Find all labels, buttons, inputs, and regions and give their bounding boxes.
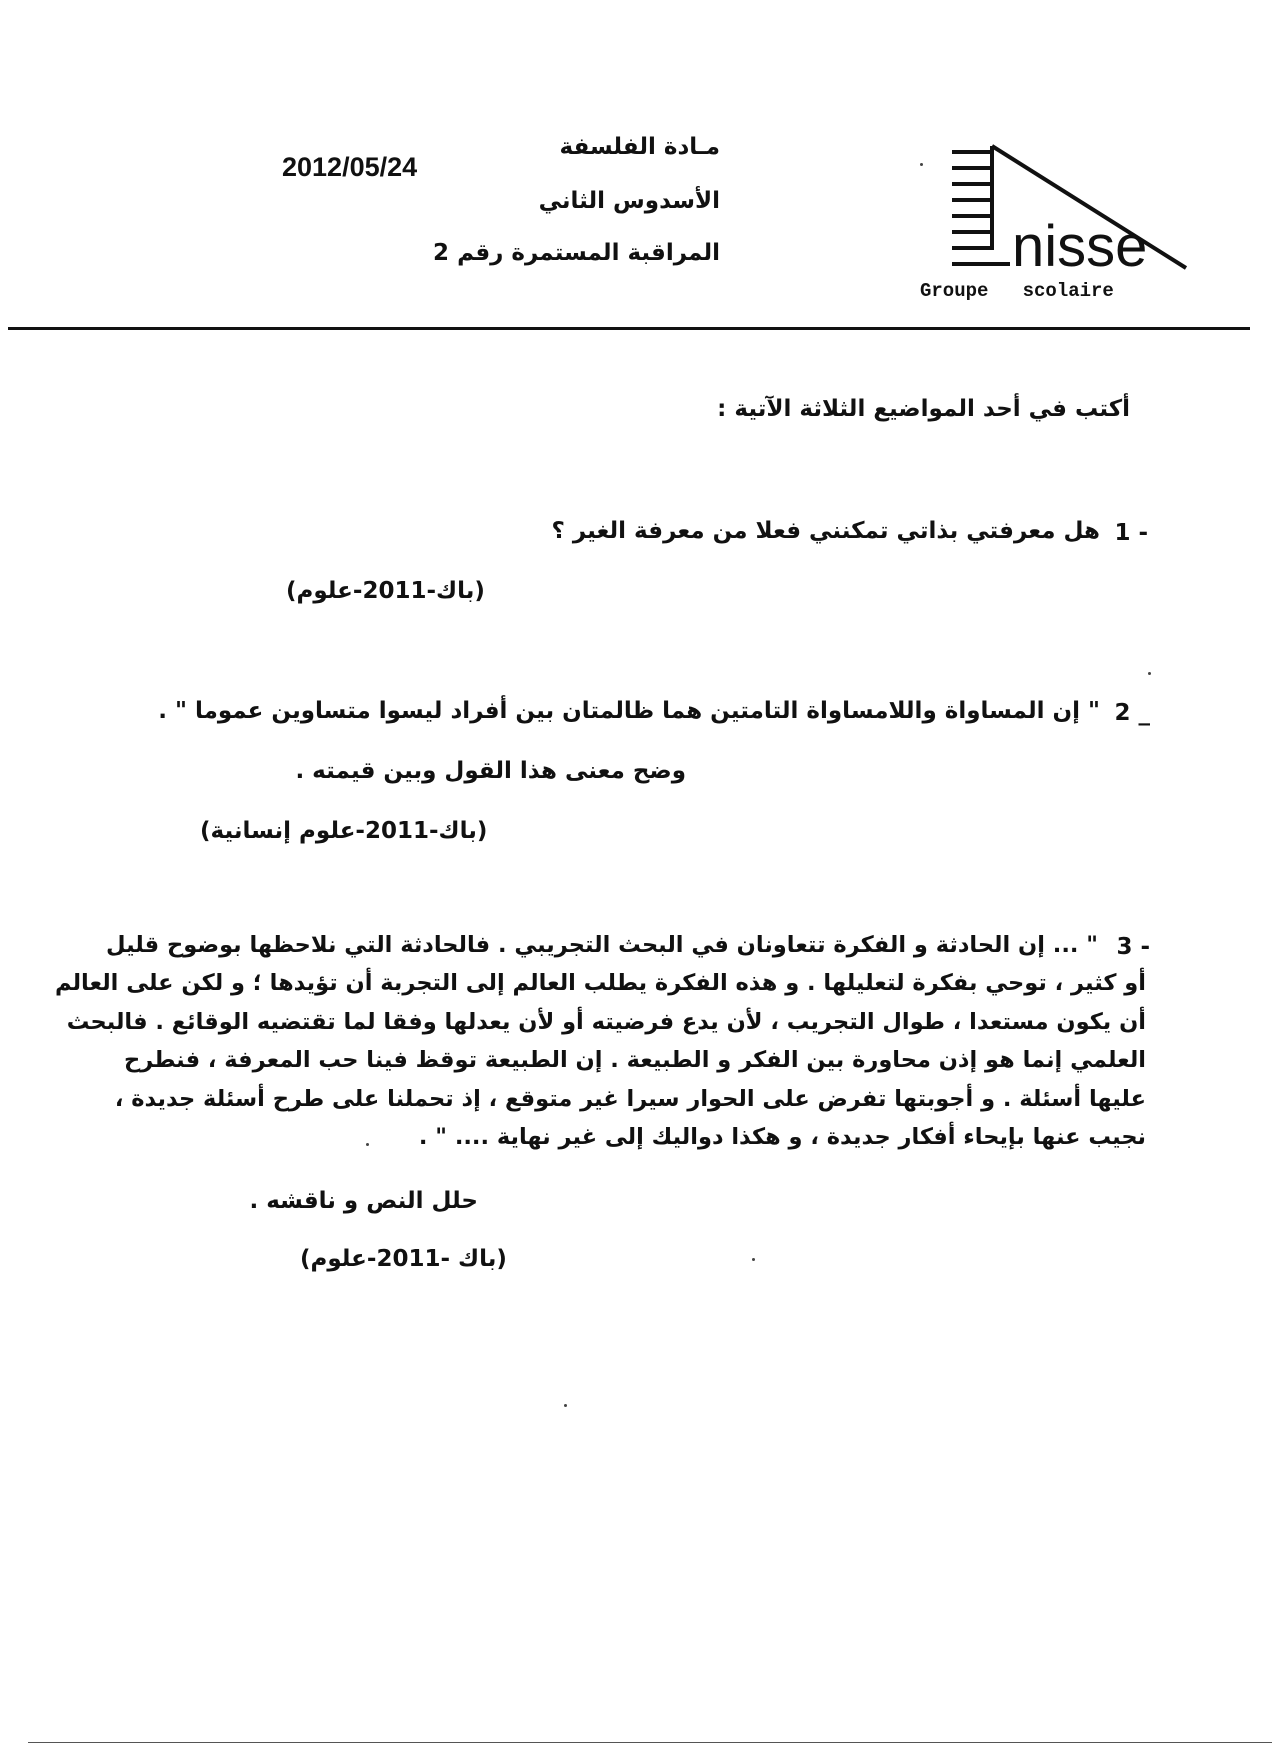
logo-graphic <box>918 138 1218 318</box>
topic-2-source: (باك-2011-علوم إنسانية) <box>200 818 488 844</box>
logo-bar <box>952 166 992 170</box>
topic-2-number: 2 _ <box>1114 700 1150 726</box>
semester-label: الأسدوس الثاني <box>538 188 720 214</box>
scan-speck <box>752 1258 755 1261</box>
topic-2-task: وضح معنى هذا القول وبين قيمته . <box>295 758 686 784</box>
scan-speck <box>564 1404 567 1407</box>
school-logo <box>918 138 1218 318</box>
logo-bar <box>952 182 992 186</box>
text-line: العلمي إنما هو إذن محاورة بين الفكر و الطبيعة . إن الطبيعة توقظ فينا حب المعرفة ، فنطرح <box>124 1047 1146 1074</box>
text-line: نجيب عنها بإيحاء أفكار جديدة ، و هكذا دواليك إلى غير نهاية .... " . <box>418 1124 1146 1151</box>
scan-speck <box>1148 672 1151 675</box>
text-line: عليها أسئلة . و أجوبتها تفرض على الحوار سيرا غير متوقع ، إذ تحملنا على طرح أسئلة جديدة ، <box>114 1085 1146 1112</box>
scan-speck <box>366 1143 369 1146</box>
logo-bar <box>952 150 992 154</box>
subject-title: مـادة الفلسفة <box>559 134 720 160</box>
logo-bar <box>952 262 1010 266</box>
topic-3-source: (باك -2011-علوم) <box>300 1246 507 1272</box>
topic-3-text <box>54 926 1146 1156</box>
text-line: أو كثير ، توحي بفكرة لتعليلها . و هذه الفكرة يطلب العالم إلى التجربة أن تؤيدها ؛ و لكن على العالم <box>54 970 1146 997</box>
exam-date: 2012/05/24 <box>282 152 418 182</box>
topic-2-quote: " إن المساواة واللامساواة التامتين هما ظالمتان بين أفراد ليسوا متساوين عموما " . <box>158 698 1100 724</box>
exam-label: المراقبة المستمرة رقم 2 <box>433 240 720 266</box>
topic-1-source: (باك-2011-علوم) <box>286 578 485 604</box>
scan-speck <box>920 163 923 166</box>
text-line: أن يكون مستعدا ، طوال التجريب ، لأن يدع فرضيته أو لأن يعدلها وفقا لما تقتضيه الوقائع . فالبحث <box>66 1008 1146 1035</box>
instruction-text: أكتب في أحد المواضيع الثلاثة الآتية : <box>717 396 1130 422</box>
topic-3-number: 3 - <box>1116 934 1150 960</box>
logo-bar <box>952 246 992 250</box>
topic-1-number: 1 - <box>1114 520 1148 546</box>
logo-wordmark: nisse <box>1012 214 1148 279</box>
footer-line <box>28 1742 1272 1743</box>
logo-tagline: Groupe scolaire <box>920 280 1114 302</box>
logo-bar <box>952 214 992 218</box>
text-line: " ... إن الحادثة و الفكرة تتعاونان في البحث التجريبي . فالحادثة التي نلاحظها بوضوح قليل <box>105 932 1098 958</box>
logo-bar <box>952 230 992 234</box>
header-divider <box>8 327 1250 330</box>
logo-bar <box>952 198 992 202</box>
topic-1-question: هل معرفتي بذاتي تمكنني فعلا من معرفة الغير ؟ <box>551 518 1100 544</box>
topic-3-task: حلل النص و ناقشه . <box>249 1188 478 1214</box>
